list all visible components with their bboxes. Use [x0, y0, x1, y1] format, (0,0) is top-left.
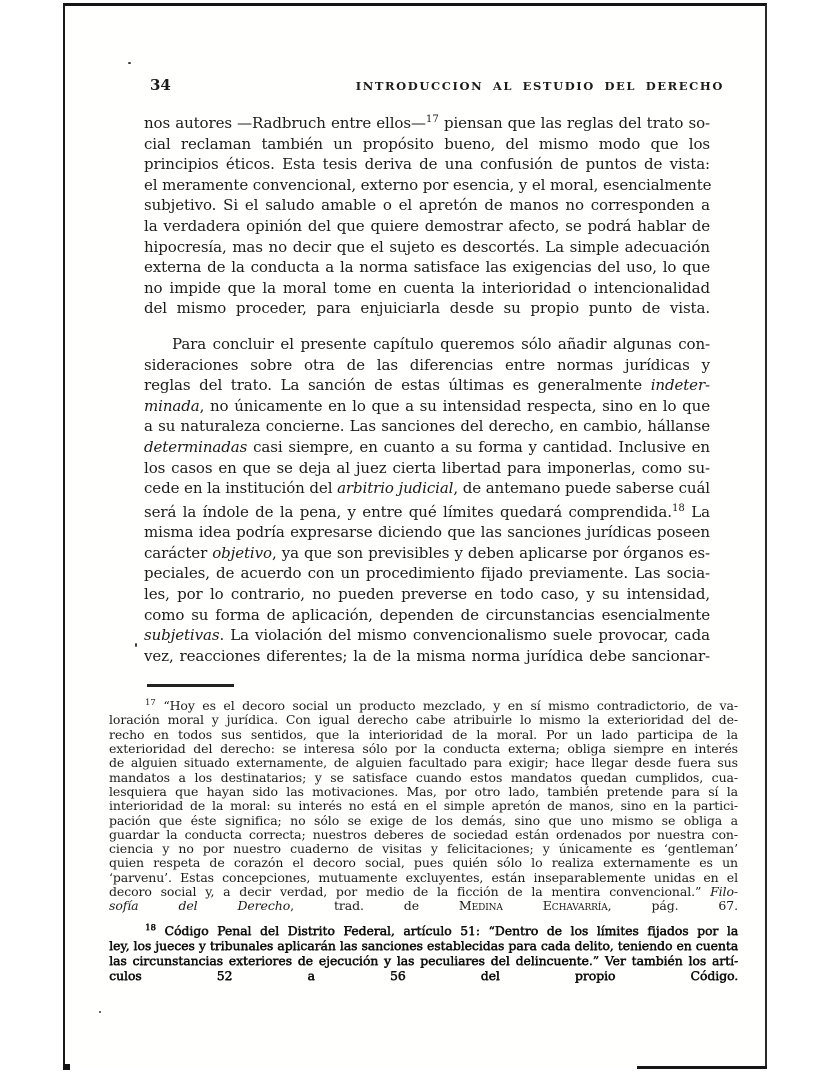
text-line: loración moral y jurídica. Con igual derecho cabe atribuirle lo mismo la exterioridad del de- [109, 712, 738, 728]
text-line: mandatos a los destinatarios; y se satisface cuando estos mandatos quedan cumplidos, cua- [109, 769, 738, 785]
text-line: a su naturaleza concierne. Las sanciones del derecho, en cambio, hállanse [144, 417, 710, 436]
text-line: reglas del trato. La sanción de estas últimas es generalmente indeter- [144, 376, 710, 395]
scan-border-bottom-fragment [637, 1066, 767, 1069]
scan-speck [128, 62, 131, 64]
scan-border-corner-mark [63, 1064, 70, 1070]
footnote-17 [109, 696, 738, 914]
text-line: nos autores —Radbruch entre ellos—$^{17}$ piensan que las reglas del trato so- [144, 114, 710, 132]
text-line: determinadas casi siempre, en cuanto a su forma y cantidad. Inclusive en [144, 437, 710, 456]
text-line: cede en la institución del arbitrio judicial, de antemano puede saberse cuál [144, 479, 710, 498]
footnotes-block [109, 696, 738, 984]
text-line: el meramente convencional, externo por esencia, y el moral, esencialmente [144, 175, 712, 194]
text-line: lesquiera que hayan sido las motivaciones. Mas, por otro lado, también pretende para sí la [109, 783, 738, 799]
text-line: la verdadera opinión del que quiere demostrar afecto, se podrá hablar de [144, 216, 710, 235]
text-line: será la índole de la pena, y entre qué límites quedará comprendida.$^{18}$ La [144, 502, 711, 521]
text-line: carácter objetivo, ya que son previsibles y deben aplicarse por órganos es- [144, 543, 711, 562]
text-line: pación que éste significa; no sólo se exige de los demás, sino que uno mismo se obliga a [109, 812, 738, 828]
text-line: interioridad de la moral: su interés no está en el simple apretón de manos, sino en la partici- [109, 798, 738, 814]
paragraph-1 [144, 110, 710, 319]
text-line: hipocresía, mas no decir que el sujeto es descortés. La simple adecuación [144, 237, 710, 256]
text-line: las circunstancias exteriores de ejecución y las peculiares del delincuente.” Ver también los artí- [109, 953, 738, 969]
text-line: los casos en que se deja al juez cierta libertad para imponerlas, como su- [144, 458, 710, 477]
text-line: no impide que la moral tome en cuenta la interioridad o intencionalidad [144, 278, 710, 297]
footnote-18 [109, 921, 738, 984]
footnote-separator-rule [147, 684, 234, 687]
running-title: INTRODUCCION AL ESTUDIO DEL DERECHO [355, 79, 724, 93]
page-header [150, 76, 724, 94]
scan-speck [135, 643, 137, 647]
text-line: exterioridad del derecho: se interesa sólo por la conducta externa; obliga siempre en interés [109, 741, 738, 757]
text-line: del mismo proceder, para enjuiciarla desde su propio punto de vista. [144, 299, 710, 318]
text-line: cial reclaman también un propósito bueno, del mismo modo que los [144, 134, 710, 153]
text-line: guardar la conducta correcta; nuestros deberes de sociedad están ordenados por nuestra con- [109, 826, 738, 842]
text-line: sofía del Derecho, trad. de Medina Echavarría, pág. 67. [109, 898, 739, 914]
text-line: culos 52 a 56 del propio Código. [109, 968, 738, 984]
text-line: les, por lo contrario, no pueden preverse en todo caso, y su intensidad, [144, 585, 710, 604]
text-line: decoro social y, a decir verdad, por medio de la ficción de la mentira convencional.” Filo- [109, 884, 738, 900]
text-line: recho en todos sus sentidos, que la interioridad de la moral. Por un lado participa de la [109, 726, 738, 742]
text-line: $^{17}$ “Hoy es el decoro social un producto mezclado, y en sí mismo contradictorio, de va- [145, 698, 738, 714]
body-text [144, 110, 710, 666]
text-line: subjetivas. La violación del mismo convencionalismo suele provocar, cada [144, 626, 710, 645]
text-line: peciales, de acuerdo con un procedimiento fijado previamente. Las socia- [144, 564, 710, 583]
scan-speck [99, 1011, 101, 1013]
text-line: vez, reacciones diferentes; la de la misma norma jurídica debe sancionar- [144, 646, 710, 665]
page-number: 34 [150, 76, 171, 94]
text-line: misma idea podría expresarse diciendo que las sanciones jurídicas poseen [144, 523, 710, 542]
text-line: de alguien situado externamente, de alguien facultado para exigir; hace llegar desde fuera sus [109, 755, 738, 771]
text-line: $^{18}$ Código Penal del Distrito Federal, artículo 51: “Dentro de los límites fijados por la [145, 922, 738, 938]
text-line: subjetivo. Si el saludo amable o el apretón de manos no corresponden a [144, 196, 710, 215]
text-line: ciencia y no por nuestro cuaderno de visitas y felicitaciones; y únicamente es ‘gentleman’ [109, 841, 738, 857]
text-line: minada, no únicamente en lo que a su intensidad respecta, sino en lo que [144, 396, 710, 415]
text-line: externa de la conducta a la norma satisface las exigencias del uso, lo que [144, 258, 710, 277]
text-line: ley, los jueces y tribunales aplicarán las sanciones establecidas para cada delito, teniendo en cuenta [109, 937, 738, 953]
text-line: como su forma de aplicación, dependen de circunstancias esencialmente [144, 605, 710, 624]
text-line: ‘parvenu’. Estas concepciones, mutuamente excluyentes, están inseparablemente unidas en el [109, 869, 738, 885]
text-line: sideraciones sobre otra de las diferencias entre normas jurídicas y [144, 355, 710, 374]
paragraph-2 [144, 334, 710, 667]
book-page [63, 3, 767, 1069]
text-line: quien respeta de corazón el decoro social, pues quién sólo lo realiza externamente es un [109, 855, 738, 871]
text-line: principios éticos. Esta tesis deriva de una confusión de puntos de vista: [144, 155, 710, 174]
text-line: Para concluir el presente capítulo queremos sólo añadir algunas con- [172, 334, 710, 353]
